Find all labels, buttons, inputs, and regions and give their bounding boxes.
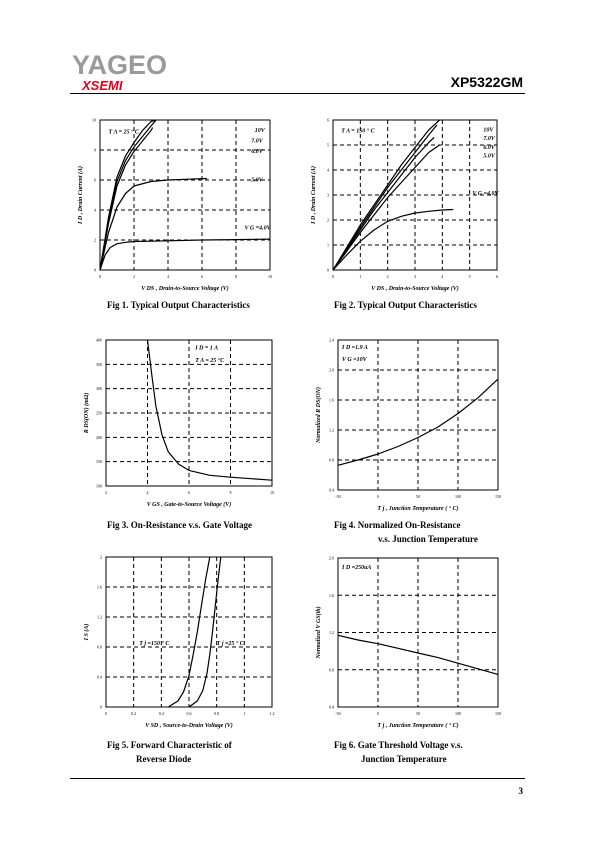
yageo-xsemi-logo	[70, 50, 180, 94]
chart-annotation: V G =10V	[342, 357, 367, 363]
part-number: XP5322GM	[450, 74, 523, 90]
chart-annotation: I D =250uA	[342, 565, 372, 572]
figure-4	[298, 330, 518, 525]
x-tick-label: 6	[201, 274, 203, 279]
chart-annotation: T A = 25 ° C	[108, 129, 139, 136]
x-tick-label: 5	[468, 274, 471, 279]
x-tick-label: 100	[455, 711, 461, 716]
series-curve-4	[333, 145, 440, 270]
series-curve-5	[100, 239, 270, 270]
y-tick-label: 2.0	[329, 367, 334, 373]
x-axis-label: V SD , Source-to-Drain Voltage (V)	[145, 723, 233, 729]
chart-annotation: 6.0V	[483, 144, 495, 151]
x-tick-label: 2	[386, 274, 389, 279]
y-tick-label: 0.8	[329, 457, 334, 463]
header-rule	[70, 93, 525, 94]
y-tick-label: 1	[327, 242, 329, 248]
chart-annotation: 5.0V	[251, 177, 263, 184]
chart-annotation: 7.0V	[483, 136, 495, 142]
series-curve-1	[100, 120, 156, 270]
y-tick-label: 1.2	[329, 630, 334, 635]
y-axis-label: Normalized V GS(th)	[316, 606, 322, 659]
y-tick-label: 1.2	[97, 614, 102, 620]
y-tick-label: 0.8	[329, 667, 334, 673]
x-axis-label: V GS , Gate-to-Source Voltage (V)	[146, 502, 232, 508]
page-number: 3	[518, 786, 523, 796]
x-tick-label: 100	[455, 494, 461, 499]
y-tick-label: 5	[327, 142, 329, 148]
y-tick-label: 6	[327, 117, 329, 123]
chart-annotation: T A = 150 ° C	[341, 128, 375, 135]
series-curve-2	[100, 120, 156, 270]
y-tick-label: 4	[327, 167, 329, 173]
x-axis-label: T j , Junction Temperature ( ° C)	[377, 723, 459, 729]
x-tick-label: 0	[377, 711, 379, 716]
x-tick-label: 8	[229, 490, 232, 495]
chart-annotation: I D =1.9 A	[342, 345, 368, 351]
y-tick-label: 2.0	[329, 555, 334, 561]
y-tick-label: 1.6	[97, 584, 102, 590]
series-curve-1	[338, 635, 498, 674]
series-curve-2	[189, 557, 221, 707]
caption-line: Fig 2. Typical Output Characteristics	[334, 300, 477, 310]
figure-1-caption	[107, 300, 250, 310]
y-tick-label: 250	[96, 410, 102, 416]
x-tick-label: 10	[270, 490, 274, 495]
x-tick-label: 4	[146, 490, 149, 495]
y-tick-label: 0.4	[97, 674, 102, 680]
yageo-wordmark: YAGEO	[72, 50, 168, 80]
figure-6-caption	[334, 740, 463, 764]
chart-annotation: T A = 25 °C	[195, 357, 225, 364]
figure-2-caption	[334, 300, 477, 310]
chart-annotation: 10V	[483, 127, 494, 134]
x-tick-label: 0	[332, 274, 334, 279]
x-tick-label: 6	[496, 274, 498, 279]
chart-annotation: 5.0V	[483, 153, 495, 160]
x-tick-label: 50	[416, 711, 420, 716]
figure-5-caption	[107, 740, 232, 764]
x-tick-label: 50	[416, 494, 420, 499]
y-tick-label: 2.4	[329, 337, 334, 343]
x-tick-label: 1	[359, 274, 362, 279]
figure-5	[66, 547, 292, 742]
x-tick-label: 1	[243, 711, 246, 716]
y-tick-label: 2	[94, 237, 96, 243]
plot-frame	[100, 120, 270, 270]
y-tick-label: 150	[96, 459, 102, 465]
y-tick-label: 0	[100, 704, 102, 710]
y-tick-label: 8	[94, 147, 96, 153]
x-tick-label: 8	[235, 274, 237, 279]
y-tick-label: 1.2	[329, 427, 334, 433]
xsemi-wordmark: XSEMI	[82, 78, 123, 93]
x-axis-label: V DS , Drain-to-Source Voltage (V)	[371, 286, 459, 292]
x-tick-label: 0.2	[131, 711, 137, 716]
chart-annotation: 6.0V	[251, 149, 263, 155]
y-axis-label: I D , Drain Current (A)	[78, 165, 84, 225]
chart-annotation: V G =4.0V	[472, 191, 499, 197]
figure-2	[293, 110, 517, 305]
x-tick-label: 150	[495, 494, 501, 499]
y-tick-label: 0.4	[329, 487, 334, 493]
figure-1-chart	[60, 110, 290, 305]
x-tick-label: 2	[105, 490, 107, 495]
x-tick-label: 10	[268, 274, 272, 279]
y-tick-label: 350	[96, 361, 102, 367]
y-tick-label: 4	[94, 207, 96, 213]
figure-1	[60, 110, 290, 305]
caption-line: Fig 4. Normalized On-Resistance	[334, 520, 461, 530]
caption-line: Fig 1. Typical Output Characteristics	[107, 300, 250, 310]
x-tick-label: 1.2	[269, 711, 275, 716]
x-tick-label: 0	[105, 711, 107, 716]
y-tick-label: 100	[96, 483, 102, 489]
x-tick-label: 0	[99, 274, 101, 279]
y-tick-label: 1.6	[329, 592, 334, 598]
figure-6-chart	[298, 548, 518, 742]
figure-6	[298, 548, 518, 742]
chart-annotation: 10V	[254, 128, 265, 134]
y-tick-label: 0.4	[329, 704, 334, 710]
y-tick-label: 0.8	[97, 644, 102, 650]
figure-5-chart	[66, 547, 292, 742]
x-tick-label: 150	[495, 711, 501, 716]
y-tick-label: 6	[94, 177, 96, 183]
x-tick-label: 2	[133, 274, 135, 279]
figure-3-chart	[66, 330, 292, 521]
series-curve-3	[100, 128, 153, 271]
y-tick-label: 300	[96, 386, 102, 392]
x-axis-label: V DS , Drain-to-Source Voltage (V)	[141, 286, 229, 292]
caption-line: Fig 6. Gate Threshold Voltage v.s.	[334, 740, 463, 750]
y-axis-label: Normalized R DS(ON)	[316, 386, 322, 444]
chart-annotation: T j =25 ° C	[216, 640, 244, 647]
caption-line: Reverse Diode	[136, 754, 192, 764]
caption-line: v.s. Junction Temperature	[378, 534, 478, 544]
figure-4-caption	[334, 520, 478, 544]
caption-line: Junction Temperature	[361, 754, 447, 764]
x-tick-label: -50	[335, 494, 341, 499]
x-tick-label: 6	[188, 490, 190, 495]
x-tick-label: 4	[167, 274, 169, 279]
y-tick-label: 3	[327, 192, 329, 198]
x-tick-label: 0.4	[158, 711, 164, 716]
figure-2-chart	[293, 110, 517, 305]
chart-annotation: V G =4.0V	[244, 225, 271, 232]
x-tick-label: 0	[377, 494, 379, 499]
x-tick-label: -50	[335, 711, 341, 716]
y-axis-label: I S (A)	[84, 623, 90, 641]
x-axis-label: T j , Junction Temperature ( ° C)	[377, 506, 459, 512]
chart-annotation: 7.0V	[251, 138, 263, 145]
footer-rule	[70, 778, 525, 779]
y-axis-label: R DS(ON) (mΩ)	[84, 392, 90, 434]
y-tick-label: 1.6	[329, 397, 334, 403]
x-tick-label: 4	[441, 274, 444, 279]
x-tick-label: 3	[414, 274, 416, 279]
chart-annotation: T j =150 ° C	[139, 640, 170, 647]
figure-3	[66, 330, 292, 521]
x-tick-label: 0.8	[214, 711, 220, 716]
x-tick-label: 0.6	[186, 711, 192, 716]
caption-line: Fig 5. Forward Characteristic of	[107, 740, 232, 750]
y-tick-label: 200	[96, 434, 102, 440]
figure-4-chart	[298, 330, 518, 525]
y-tick-label: 400	[96, 337, 102, 343]
y-tick-label: 2	[100, 554, 102, 560]
y-tick-label: 0	[94, 267, 96, 273]
chart-annotation: I D = 1 A	[195, 345, 219, 352]
figure-3-caption	[107, 520, 252, 530]
y-tick-label: 10	[92, 117, 96, 123]
caption-line: Fig 3. On-Resistance v.s. Gate Voltage	[107, 520, 252, 530]
y-axis-label: I D , Drain Current (A)	[311, 165, 317, 225]
y-tick-label: 0	[327, 267, 329, 273]
y-tick-label: 2	[327, 217, 329, 223]
